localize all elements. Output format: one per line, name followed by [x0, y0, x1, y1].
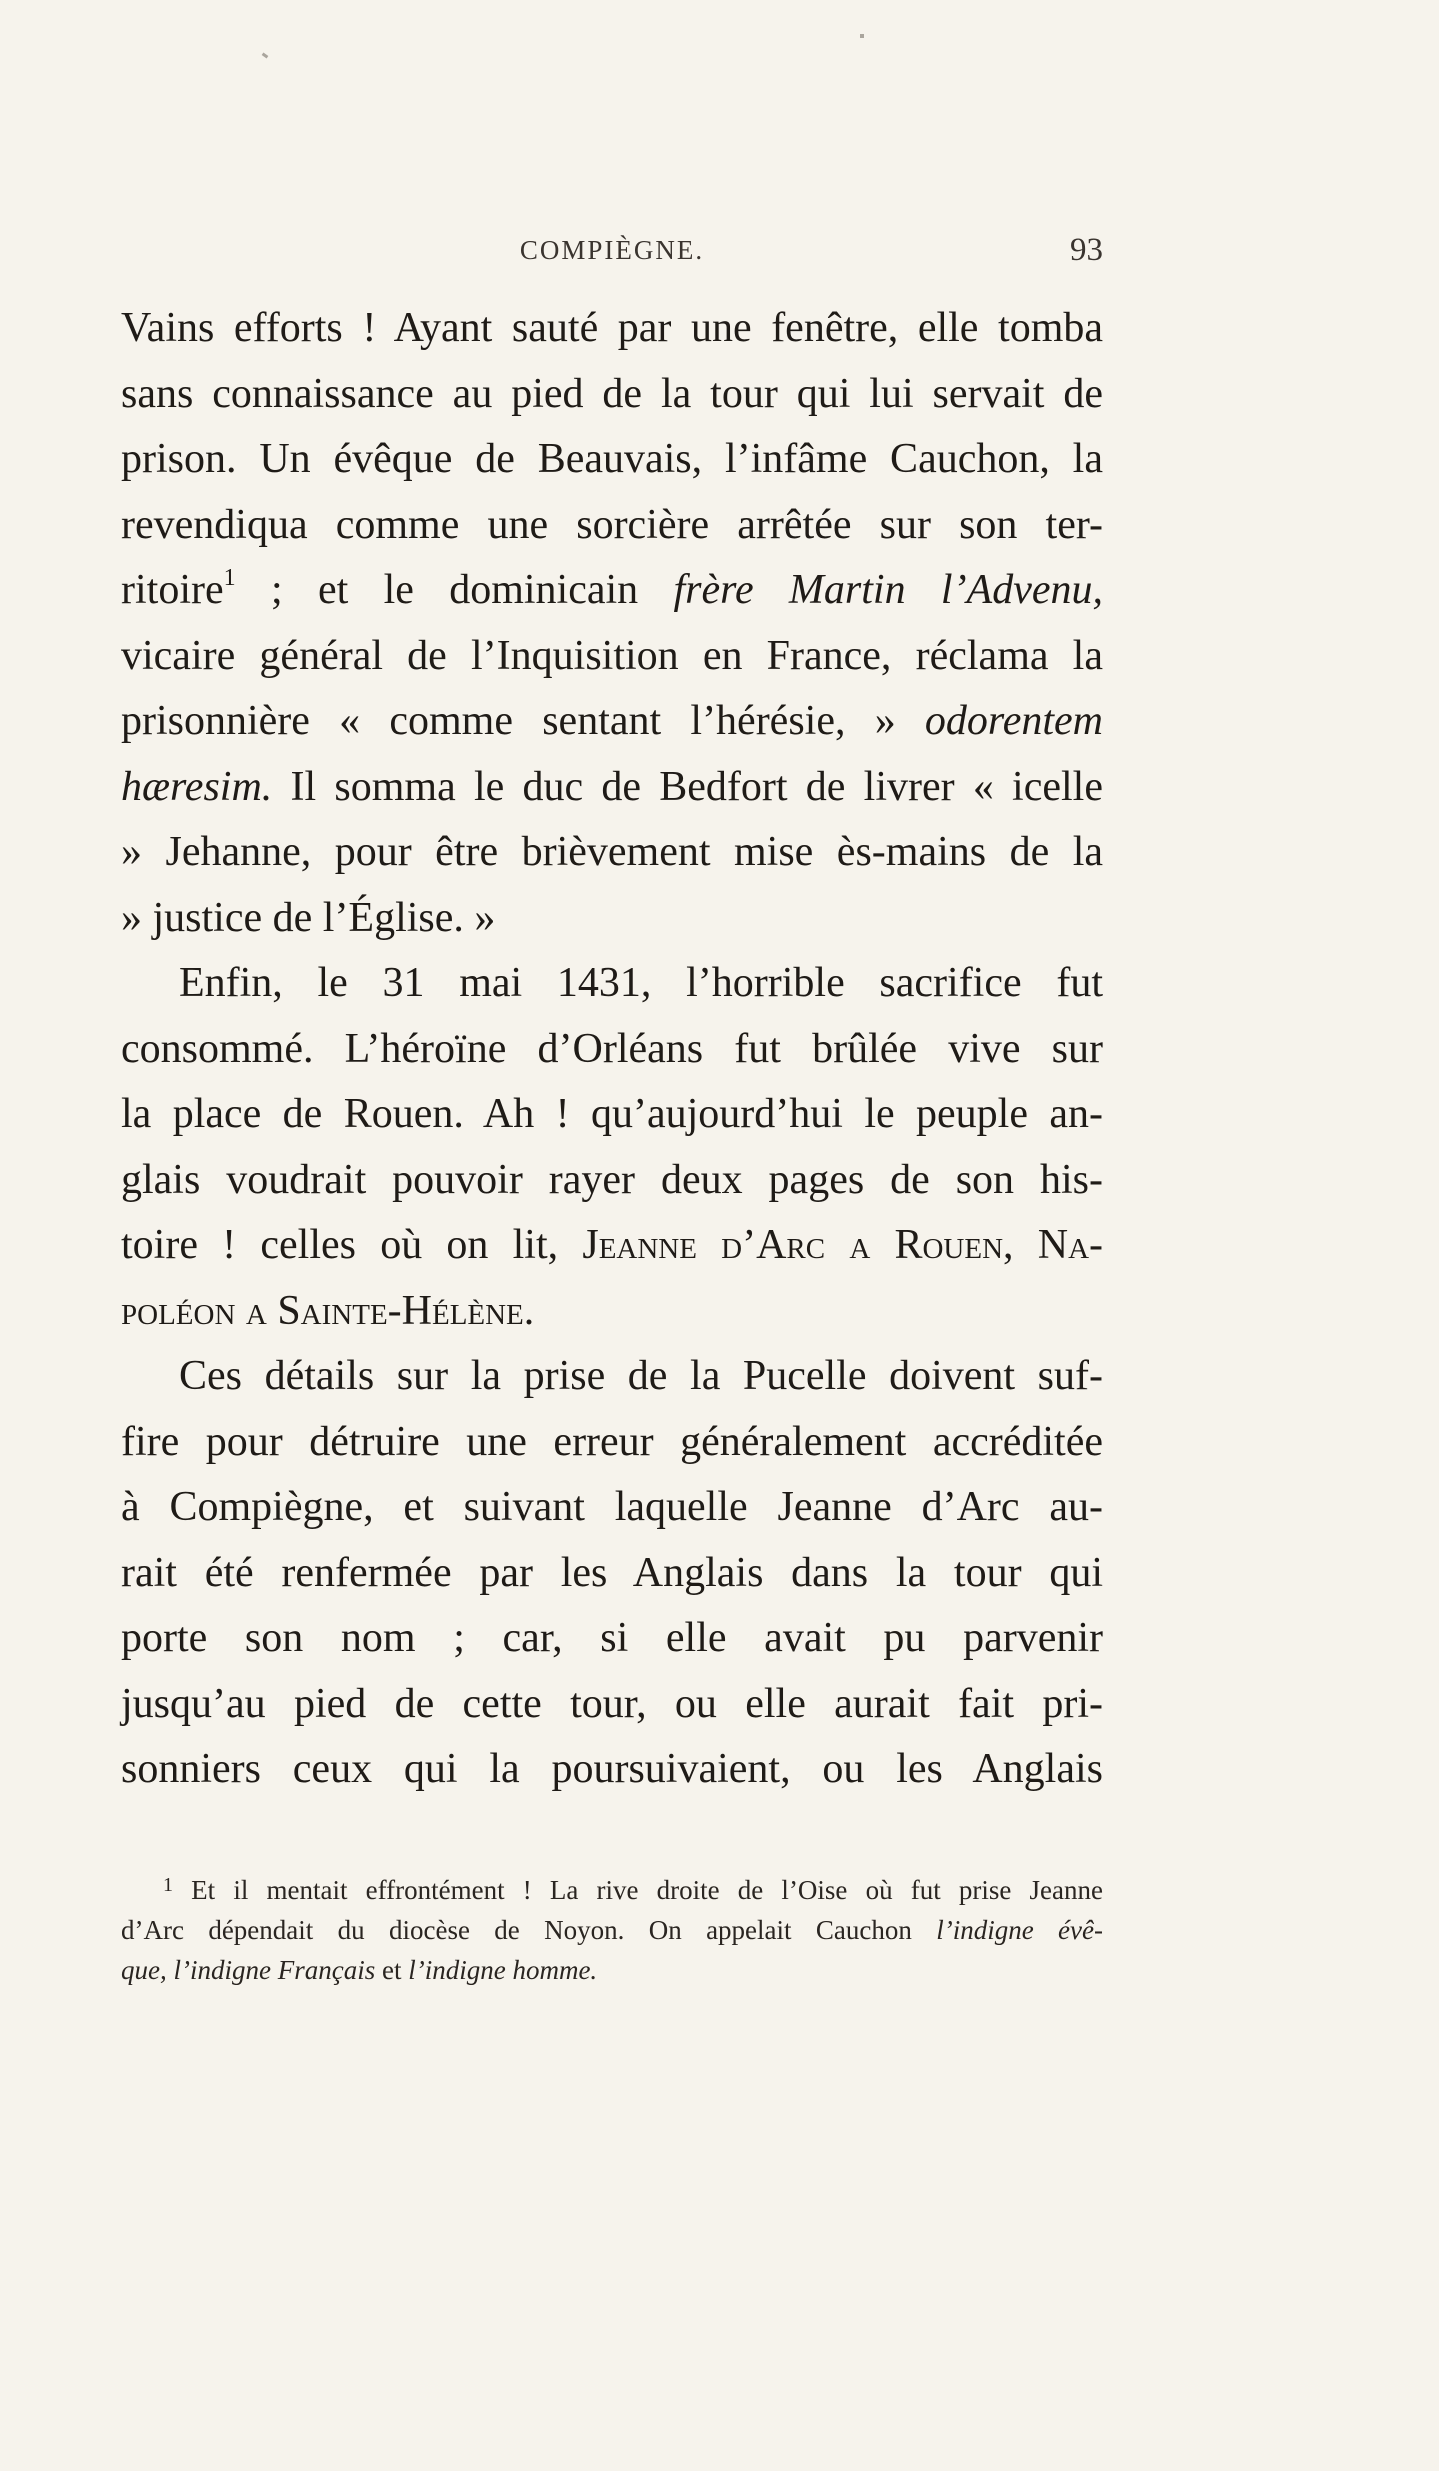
- text-line: » Jehanne, pour être brièvement mise ès-mains de la: [121, 829, 1103, 875]
- text-line: » justice de l’Église. »: [121, 894, 496, 941]
- text-line: revendiqua comme une sorcière arrêtée sur son ter-: [121, 501, 1103, 548]
- text-line: porte son nom ; car, si elle avait pu parvenir: [121, 1615, 1103, 1661]
- text-run: prisonnière « comme sentant l’hérésie, »: [121, 698, 925, 744]
- text-line: glais voudrait pouvoir rayer deux pages de son his-: [121, 1156, 1103, 1203]
- ink-speck: [262, 53, 269, 59]
- italic-text: l’indigne évê-: [936, 1915, 1103, 1945]
- text-line: prison. Un évêque de Beauvais, l’infâme Cauchon, la: [121, 436, 1103, 482]
- running-head: COMPIÈGNE.: [519, 235, 705, 265]
- text-line: consommé. L’héroïne d’Orléans fut brûlée vive sur: [121, 1025, 1103, 1072]
- text-line: sonniers ceux qui la poursuivaient, ou les Anglais: [121, 1746, 1103, 1792]
- page-header: [121, 228, 1103, 272]
- text-line: à Compiègne, et suivant laquelle Jeanne d’Arc au-: [121, 1484, 1103, 1530]
- body-text: [121, 296, 1103, 1803]
- page-number: 93: [1070, 232, 1103, 268]
- text-line: sans connaissance au pied de la tour qui lui servait de: [121, 370, 1103, 417]
- text-line: rait été renfermée par les Anglais dans la tour qui: [121, 1549, 1103, 1596]
- text-line: fire pour détruire une erreur généralement accréditée: [121, 1418, 1103, 1465]
- text-line: vicaire général de l’Inquisition en France, réclama la: [121, 632, 1103, 679]
- ink-speck: [860, 34, 864, 38]
- italic-text: odorentem: [924, 698, 1103, 744]
- italic-text: hæresim.: [121, 763, 273, 810]
- text-run: Et il mentait effrontément ! La rive droite de l’Oise où fut prise Jeanne: [191, 1875, 1103, 1905]
- footnote-line: [121, 1870, 1103, 1910]
- text-run: toire ! celles où on lit,: [121, 1222, 583, 1268]
- text-run: et: [375, 1955, 409, 1985]
- text-run: Il somma le duc de Bedfort de livrer « icelle: [272, 763, 1103, 810]
- footnote-line: [121, 1910, 1103, 1950]
- footnote-reference: 1: [223, 565, 236, 591]
- italic-text: l’indigne homme.: [408, 1955, 598, 1985]
- text-line: [121, 755, 1103, 821]
- footnote: [121, 1870, 1103, 1990]
- text-run: d’Arc dépendait du diocèse de Noyon. On appelait Cauchon: [121, 1915, 937, 1945]
- italic-text: que, l’indigne Français: [121, 1955, 376, 1985]
- text-line: [121, 1213, 1103, 1279]
- text-run: ritoire: [121, 567, 224, 613]
- text-line: [121, 558, 1103, 624]
- text-line: Vains efforts ! Ayant sauté par une fenêtre, elle tomba: [121, 305, 1103, 351]
- footnote-line: [121, 1950, 1103, 1990]
- text-line: [121, 689, 1103, 755]
- text-line: [121, 1279, 1103, 1345]
- text-line: Ces détails sur la prise de la Pucelle doivent suf-: [179, 1353, 1103, 1399]
- text-line: jusqu’au pied de cette tour, ou elle aurait fait pri-: [121, 1680, 1103, 1727]
- text-line: Enfin, le 31 mai 1431, l’horrible sacrifice fut: [179, 960, 1103, 1006]
- italic-text: frère Martin l’Advenu,: [673, 567, 1103, 613]
- small-caps-text: Jeanne d’Arc a Rouen, Na-: [582, 1222, 1103, 1268]
- small-caps-text: poléon a Sainte-Hélène.: [121, 1287, 535, 1334]
- text-run: ; et le dominicain: [235, 567, 674, 613]
- footnote-marker: 1: [163, 1874, 173, 1896]
- text-line: la place de Rouen. Ah ! qu’aujourd’hui le peuple an-: [121, 1091, 1103, 1137]
